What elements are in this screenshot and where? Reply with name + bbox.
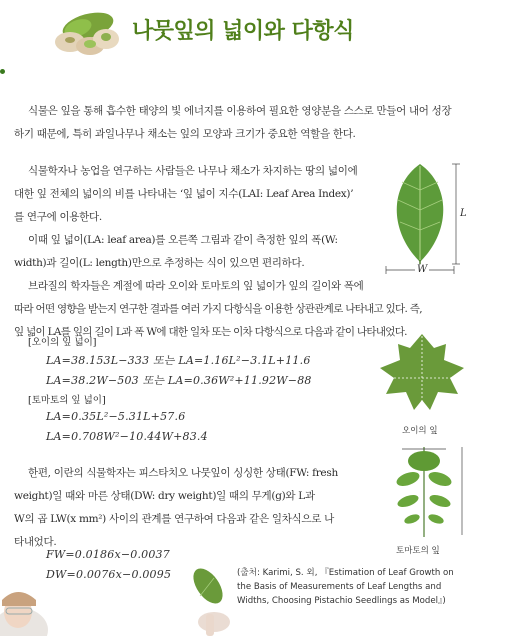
- source-line: the Basis of Measurements of Leaf Lengths and: [237, 582, 442, 592]
- cucumber-formula-1: LA=38.153L−333 또는 LA=1.16L²−3.1L+11.6: [46, 354, 311, 367]
- intro-paragraph: [14, 100, 451, 146]
- body-line: 한편, 이란의 식물학자는 피스타치오 나뭇잎이 싱싱한 상태(FW: fresh: [28, 467, 338, 479]
- page-title: 나뭇잎의 넓이와 다항식: [132, 19, 354, 44]
- body-paragraph-1: [14, 160, 422, 344]
- intro-line: 식물은 잎을 통해 흡수한 태양의 빛 에너지를 이용하여 필요한 영양분을 스스로 만들어 내어 성장: [28, 105, 452, 117]
- green-leaf-image: [380, 160, 480, 280]
- source-line: Widths, Choosing Pistachio Seedlings as Model』): [237, 596, 446, 606]
- length-label: L: [460, 208, 467, 219]
- pistachio-formula-2: DW=0.0076x−0.0095: [46, 568, 172, 581]
- tomato-formula-2: LA=0.708W²−10.44W+83.4: [46, 430, 208, 443]
- source-citation: [237, 566, 454, 608]
- tomato-label: [토마토의 잎 넓이]: [28, 395, 106, 406]
- source-line: (출처: Karimi, S. 외, 『Estimation of Leaf Growth on: [237, 568, 454, 578]
- cucumber-caption: 오이의 잎: [402, 426, 438, 436]
- pistachio-nuts-image: [48, 4, 128, 60]
- body-line: W의 곱 LW(x mm²) 사이의 관계를 연구하여 다음과 같은 일차식으로 나: [14, 513, 334, 525]
- body-line: 를 연구에 이용한다.: [14, 211, 102, 223]
- body-line: 이때 잎 넓이(LA: leaf area)를 오른쪽 그림과 같이 측정한 잎의 폭(W:: [28, 234, 338, 246]
- body-line: weight)일 때와 마른 상태(DW: dry weight)일 때의 무게(g)와 L과: [14, 490, 315, 502]
- cucumber-leaf-image: [372, 330, 472, 418]
- body-line: 대한 잎 전체의 넓이의 비를 나타내는 ‘잎 넓이 지수(LAI: Leaf Area Index)’: [14, 188, 354, 200]
- body-line: 식물학자나 농업을 연구하는 사람들은 나무나 채소가 차지하는 땅의 넓이에: [28, 165, 358, 177]
- body-line: 브라질의 학자들은 계절에 따라 오이와 토마토의 잎 넓이가 잎의 길이와 폭에: [28, 280, 364, 292]
- cucumber-formula-2: LA=38.2W−503 또는 LA=0.36W²+11.92W−88: [46, 374, 312, 387]
- scientist-photo: [0, 560, 240, 636]
- tomato-leaf-image: [378, 445, 478, 540]
- body-line: 잎 넓이 LA를 잎의 길이 L과 폭 W에 대한 일차 또는 이차 다항식으로 다음과 같이 나타내었다.: [14, 326, 407, 338]
- cucumber-label: [오이의 잎 넓이]: [28, 337, 97, 348]
- body-line: 타내었다.: [14, 536, 57, 548]
- body-line: 따라 어떤 영향을 받는지 연구한 결과를 여러 가지 다항식을 이용한 상관관계로 나타내고 있다. 즉,: [14, 303, 422, 315]
- pistachio-formula-1: FW=0.0186x−0.0037: [46, 548, 170, 561]
- tomato-formula-1: LA=0.35L²−5.31L+57.6: [46, 410, 186, 423]
- body-line: width)과 길이(L: length)만으로 추정하는 식이 있으면 편리하다.: [14, 257, 305, 269]
- bullet-dot: [0, 69, 5, 74]
- intro-line: 하기 때문에, 특히 과일나무나 채소는 잎의 모양과 크기가 중요한 역할을 한다.: [14, 128, 356, 140]
- width-label: W: [417, 264, 428, 275]
- tomato-caption: 토마토의 잎: [396, 546, 440, 556]
- body-paragraph-2: [14, 462, 338, 554]
